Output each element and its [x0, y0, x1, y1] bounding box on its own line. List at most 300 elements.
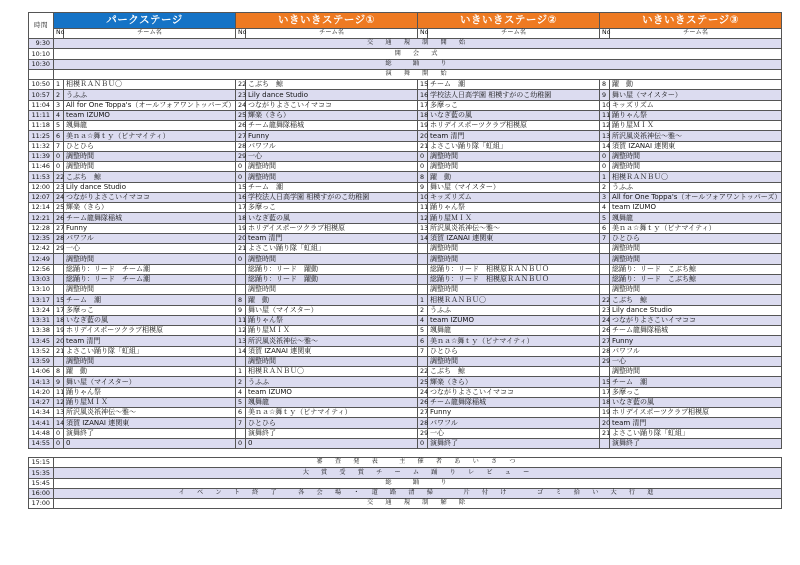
team-number: 0 — [418, 151, 428, 161]
time-cell: 14:27 — [29, 397, 54, 407]
team-name: パワフル — [428, 418, 600, 428]
team-number: 1 — [418, 295, 428, 305]
team-number: 4 — [418, 315, 428, 325]
team-number: 11 — [236, 315, 246, 325]
time-cell: 12:00 — [29, 182, 54, 192]
team-number: 21 — [418, 141, 428, 151]
time-cell: 15:35 — [29, 468, 54, 478]
team-name: 相模ＲＡＮＢＵ〇 — [246, 367, 418, 377]
team-name: 颯舞龍 — [428, 326, 600, 336]
team-name: 美ｎａ☆舞ｔｙ（ビナマイティ） — [428, 336, 600, 346]
event-label: 演 舞 開 始 — [54, 69, 782, 79]
team-name: よさこい踊り隊「虹組」 — [428, 141, 600, 151]
stage-header-ikiiki-2: いきいきステージ② — [418, 13, 600, 29]
event-label: 交 通 規 制 開 始 — [54, 39, 782, 49]
team-name: Lily dance Studio — [64, 182, 236, 192]
team-number: 22 — [600, 295, 610, 305]
no-column-header: No — [236, 29, 246, 39]
event-label: イ ベ ン ト 終 了 各 会 場 ・ 道 路 清 掃 片 付 け ゴ ミ 拾 い 大 行 進 — [54, 488, 782, 498]
team-name: うふふ — [428, 305, 600, 315]
time-cell: 13:45 — [29, 336, 54, 346]
team-number: 23 — [54, 182, 64, 192]
team-name: 調整時間 — [610, 285, 782, 295]
team-name: ホリデイスポーツクラブ相模原 — [246, 223, 418, 233]
event-label: 審 査 発 表 主 催 者 あ い さ つ — [54, 458, 782, 468]
time-cell: 10:30 — [29, 59, 54, 69]
team-name: ひとひら — [64, 141, 236, 151]
time-cell: 10:50 — [29, 80, 54, 90]
team-name: 躍 動 — [610, 80, 782, 90]
team-name: 相模ＲＡＮＢＵ〇 — [64, 80, 236, 90]
team-name: うふふ — [246, 377, 418, 387]
team-number: 4 — [600, 203, 610, 213]
team-number — [600, 244, 610, 254]
team-name: 調整時間 — [64, 162, 236, 172]
team-number: 12 — [418, 213, 428, 223]
team-number — [418, 264, 428, 274]
time-cell: 14:48 — [29, 428, 54, 438]
time-cell: 13:52 — [29, 346, 54, 356]
team-number: 6 — [54, 131, 64, 141]
team-number: 0 — [54, 151, 64, 161]
event-row — [29, 478, 782, 488]
team-number: 18 — [418, 110, 428, 120]
team-name: 踊り屋ＭＩＸ — [246, 326, 418, 336]
team-name: 相模ＲＡＮＢＵ〇 — [610, 172, 782, 182]
team-number — [54, 274, 64, 284]
team-number: 8 — [600, 80, 610, 90]
team-number: 0 — [54, 428, 64, 438]
team-number: 0 — [600, 162, 610, 172]
team-number: 3 — [54, 100, 64, 110]
time-cell: 11:53 — [29, 172, 54, 182]
time-cell: 13:38 — [29, 326, 54, 336]
time-cell: 12:28 — [29, 223, 54, 233]
team-name: パワフル — [246, 141, 418, 151]
team-name: 調整時間 — [64, 254, 236, 264]
team-number — [600, 274, 610, 284]
team-number: 18 — [54, 315, 64, 325]
schedule-row — [29, 254, 782, 264]
team-name: 調整時間 — [64, 285, 236, 295]
stage-header-ikiiki-3: いきいきステージ③ — [600, 13, 782, 29]
schedule-row — [29, 110, 782, 120]
team-name: ホリデイスポーツクラブ相模原 — [64, 326, 236, 336]
team-name: こぶち 鯨 — [428, 367, 600, 377]
team-name: 舞い屋（マイスター） — [610, 90, 782, 100]
team-number: 8 — [236, 295, 246, 305]
team-number: 15 — [54, 295, 64, 305]
team-number: 11 — [54, 387, 64, 397]
team-name: Lily dance Studio — [246, 90, 418, 100]
team-number: 10 — [418, 192, 428, 202]
team-number: 28 — [418, 418, 428, 428]
team-number: 7 — [236, 418, 246, 428]
team-number: 13 — [600, 131, 610, 141]
time-cell: 13:17 — [29, 295, 54, 305]
team-column-header: チーム名 — [428, 29, 600, 39]
team-name: 相模ＲＡＮＢＵ〇 — [428, 295, 600, 305]
team-number: 1 — [600, 172, 610, 182]
team-number: 19 — [600, 408, 610, 418]
time-cell: 13:03 — [29, 274, 54, 284]
team-number — [600, 438, 610, 448]
team-number: 0 — [236, 162, 246, 172]
team-number — [418, 244, 428, 254]
time-cell: 16:00 — [29, 488, 54, 498]
team-name: 所沢風炎祇神伝～雅～ — [428, 223, 600, 233]
team-number: 15 — [418, 80, 428, 90]
team-number: 2 — [600, 182, 610, 192]
time-cell: 13:24 — [29, 305, 54, 315]
section-spacer — [29, 449, 782, 458]
schedule-row — [29, 121, 782, 131]
team-name: 所沢風炎祇神伝～雅～ — [246, 336, 418, 346]
team-number: 11 — [418, 203, 428, 213]
team-number: 15 — [236, 182, 246, 192]
team-name: team IZUMO — [64, 110, 236, 120]
event-row — [29, 488, 782, 498]
schedule-row — [29, 223, 782, 233]
team-name: Funny — [64, 223, 236, 233]
team-name: 颯舞龍 — [64, 121, 236, 131]
team-name: 調整時間 — [246, 356, 418, 366]
schedule-row — [29, 213, 782, 223]
team-name: 踊り屋ＭＩＸ — [64, 397, 236, 407]
schedule-row — [29, 80, 782, 90]
team-name: こぶち 鯨 — [246, 80, 418, 90]
time-cell: 12:07 — [29, 192, 54, 202]
time-cell: 11:46 — [29, 162, 54, 172]
no-column-header: No — [418, 29, 428, 39]
team-number: 9 — [600, 90, 610, 100]
team-number: 1 — [54, 80, 64, 90]
team-number: 25 — [418, 377, 428, 387]
team-number: 0 — [236, 438, 246, 448]
event-label: 総 踊 り — [54, 59, 782, 69]
team-name: 所沢風炎祇神伝～雅～ — [610, 131, 782, 141]
team-name: team 清門 — [610, 418, 782, 428]
team-name: 須賀 IZANAI 連関東 — [610, 141, 782, 151]
team-number: 20 — [418, 131, 428, 141]
team-name: チーム 潮 — [610, 377, 782, 387]
team-name: 0 — [246, 438, 418, 448]
team-name: 一心 — [64, 244, 236, 254]
time-cell: 11:39 — [29, 151, 54, 161]
team-name: つながりよさこいイマココ — [246, 100, 418, 110]
team-name: こぶち 鯨 — [610, 295, 782, 305]
time-cell: 12:56 — [29, 264, 54, 274]
team-number: 2 — [236, 377, 246, 387]
team-name: 躍 動 — [246, 295, 418, 305]
team-number: 12 — [54, 397, 64, 407]
team-name: 踊りゃん祭 — [428, 203, 600, 213]
team-name: 調整時間 — [428, 151, 600, 161]
team-name: 舞い屋（マイスター） — [428, 182, 600, 192]
schedule-row — [29, 90, 782, 100]
team-name: 学校法人日高学園 相模すがのこ幼稚園 — [246, 192, 418, 202]
schedule-row — [29, 295, 782, 305]
team-name: 総踊り：リード 躍動 — [246, 264, 418, 274]
team-column-header: チーム名 — [246, 29, 418, 39]
event-row — [29, 49, 782, 59]
team-name: こぶち 鯨 — [64, 172, 236, 182]
time-cell: 11:18 — [29, 121, 54, 131]
event-row — [29, 39, 782, 49]
schedule-row — [29, 172, 782, 182]
no-column-header: No — [600, 29, 610, 39]
team-name: 輝楽（きら） — [428, 377, 600, 387]
schedule-row — [29, 274, 782, 284]
time-cell: 12:35 — [29, 233, 54, 243]
team-name: つながりよさこいイマココ — [64, 192, 236, 202]
team-name: よさこい踊り隊「虹組」 — [610, 428, 782, 438]
team-name: 踊りゃん祭 — [64, 387, 236, 397]
schedule-row — [29, 151, 782, 161]
team-number: 22 — [236, 80, 246, 90]
team-number: 14 — [600, 141, 610, 151]
team-name: チーム龍舞隊稲城 — [64, 213, 236, 223]
team-number: 28 — [54, 233, 64, 243]
team-number: 18 — [236, 213, 246, 223]
team-name: いなぎ藍の風 — [64, 315, 236, 325]
schedule-row — [29, 377, 782, 387]
team-number: 6 — [236, 408, 246, 418]
team-name: 調整時間 — [610, 151, 782, 161]
schedule-row — [29, 233, 782, 243]
schedule-row — [29, 346, 782, 356]
no-column-header: No — [54, 29, 64, 39]
team-name: team 清門 — [428, 131, 600, 141]
team-number: 7 — [418, 346, 428, 356]
event-row — [29, 59, 782, 69]
team-name: 調整時間 — [428, 244, 600, 254]
team-number: 3 — [600, 192, 610, 202]
schedule-row — [29, 438, 782, 448]
team-name: 総踊り：リード 相模原ＲＡＮＢＵＯ — [428, 274, 600, 284]
team-name: 須賀 IZANAI 連関東 — [64, 418, 236, 428]
team-number: 5 — [600, 213, 610, 223]
team-name: よさこい踊り隊「虹組」 — [64, 346, 236, 356]
team-number — [600, 285, 610, 295]
team-number: 24 — [418, 387, 428, 397]
team-column-header: チーム名 — [64, 29, 236, 39]
schedule-sheet — [28, 12, 781, 509]
team-name: Funny — [246, 131, 418, 141]
team-name: うふふ — [610, 182, 782, 192]
schedule-row — [29, 408, 782, 418]
team-number: 27 — [600, 336, 610, 346]
team-name: ホリデイスポーツクラブ相模原 — [428, 121, 600, 131]
time-cell: 14:13 — [29, 377, 54, 387]
team-number: 18 — [600, 397, 610, 407]
stage-header-park: パークステージ — [54, 13, 236, 29]
team-number: 11 — [600, 110, 610, 120]
schedule-row — [29, 192, 782, 202]
team-name: 踊りゃん祭 — [246, 315, 418, 325]
team-name: 颯舞龍 — [246, 397, 418, 407]
team-name: 調整時間 — [246, 162, 418, 172]
team-number: 17 — [418, 100, 428, 110]
team-name: 多摩っこ — [610, 387, 782, 397]
team-name: 調整時間 — [428, 254, 600, 264]
team-number: 16 — [236, 192, 246, 202]
schedule-row — [29, 418, 782, 428]
event-label: 開 会 式 — [54, 49, 782, 59]
time-cell: 11:04 — [29, 100, 54, 110]
team-name: Lily dance Studio — [610, 305, 782, 315]
team-name: ホリデイスポーツクラブ相模原 — [610, 408, 782, 418]
team-number: 27 — [236, 131, 246, 141]
schedule-row — [29, 285, 782, 295]
schedule-row — [29, 100, 782, 110]
team-name: team IZUMO — [428, 315, 600, 325]
team-number: 10 — [600, 100, 610, 110]
team-name: 一心 — [428, 428, 600, 438]
team-number: 15 — [600, 377, 610, 387]
team-number: 23 — [600, 305, 610, 315]
time-cell: 15:15 — [29, 458, 54, 468]
column-subheader-row — [29, 29, 782, 39]
schedule-row — [29, 315, 782, 325]
team-number — [418, 356, 428, 366]
spacer-cell — [29, 449, 782, 458]
team-name: キッズリズム — [428, 192, 600, 202]
team-number: 4 — [54, 110, 64, 120]
team-name: 舞い屋（マイスター） — [64, 377, 236, 387]
team-number: 25 — [236, 110, 246, 120]
team-name: 調整時間 — [246, 254, 418, 264]
team-number: 17 — [54, 305, 64, 315]
team-number: 8 — [418, 172, 428, 182]
time-cell: 10:10 — [29, 49, 54, 59]
team-number — [418, 254, 428, 264]
team-number: 24 — [54, 192, 64, 202]
team-name: 総踊り：リード 相模原ＲＡＮＢＵＯ — [428, 264, 600, 274]
team-number — [54, 264, 64, 274]
team-name: 演舞終了 — [64, 428, 236, 438]
team-number — [236, 428, 246, 438]
team-name: 総踊り：リード チーム潮 — [64, 274, 236, 284]
schedule-row — [29, 264, 782, 274]
time-cell: 13:59 — [29, 356, 54, 366]
schedule-table — [28, 12, 782, 509]
team-number: 0 — [600, 151, 610, 161]
team-number — [418, 285, 428, 295]
team-number: 17 — [236, 203, 246, 213]
schedule-row — [29, 336, 782, 346]
team-name: 総踊り：リード こぶち鯨 — [610, 274, 782, 284]
team-number: 7 — [600, 233, 610, 243]
team-name: 調整時間 — [610, 367, 782, 377]
team-number: 0 — [236, 254, 246, 264]
team-name: チーム 潮 — [246, 182, 418, 192]
schedule-row — [29, 141, 782, 151]
team-number: 19 — [418, 121, 428, 131]
team-number: 9 — [418, 182, 428, 192]
team-number: 21 — [236, 244, 246, 254]
team-number: 17 — [600, 387, 610, 397]
team-number: 28 — [236, 141, 246, 151]
team-number: 21 — [600, 428, 610, 438]
team-name: ひとひら — [246, 418, 418, 428]
team-number: 19 — [236, 223, 246, 233]
time-cell: 11:25 — [29, 131, 54, 141]
team-name: 輝楽（きら） — [64, 203, 236, 213]
team-number: 14 — [236, 346, 246, 356]
team-number: 6 — [600, 223, 610, 233]
team-name: All for One Toppa's（オールフォアワントッパーズ） — [610, 192, 782, 202]
event-label: 大 賞 受 賞 チ ー ム 踊 り レ ビ ュ ー — [54, 468, 782, 478]
team-number: 27 — [54, 223, 64, 233]
team-number: 7 — [54, 141, 64, 151]
team-number — [236, 356, 246, 366]
team-name: 多摩っこ — [64, 305, 236, 315]
team-name: 多摩っこ — [428, 100, 600, 110]
team-number — [600, 254, 610, 264]
team-name: team 清門 — [64, 336, 236, 346]
time-cell: 12:21 — [29, 213, 54, 223]
team-number: 9 — [54, 377, 64, 387]
time-cell: 11:11 — [29, 110, 54, 120]
team-name: Funny — [610, 336, 782, 346]
team-name: チーム 潮 — [64, 295, 236, 305]
team-number: 26 — [600, 326, 610, 336]
team-name: 調整時間 — [610, 254, 782, 264]
event-row — [29, 468, 782, 478]
team-number: 14 — [54, 418, 64, 428]
team-number: 0 — [418, 162, 428, 172]
team-number: 20 — [236, 233, 246, 243]
team-name: team IZUMO — [246, 387, 418, 397]
team-name: ひとひら — [428, 346, 600, 356]
time-cell: 9:30 — [29, 39, 54, 49]
team-name: 演舞終了 — [428, 438, 600, 448]
team-number: 28 — [600, 346, 610, 356]
team-name: 美ｎａ☆舞ｔｙ（ビナマイティ） — [610, 223, 782, 233]
team-name: 美ｎａ☆舞ｔｙ（ビナマイティ） — [246, 408, 418, 418]
team-name: 踊り屋ＭＩＸ — [428, 213, 600, 223]
team-number: 5 — [54, 121, 64, 131]
team-name: 調整時間 — [610, 162, 782, 172]
team-number: 26 — [418, 397, 428, 407]
team-name: 躍 動 — [64, 367, 236, 377]
team-name: よさこい踊り隊「虹組」 — [246, 244, 418, 254]
team-name: 多摩っこ — [246, 203, 418, 213]
team-name: 調整時間 — [428, 285, 600, 295]
team-name: パワフル — [610, 346, 782, 356]
team-number — [418, 274, 428, 284]
team-number: 26 — [236, 121, 246, 131]
team-number: 27 — [418, 408, 428, 418]
event-row — [29, 69, 782, 79]
schedule-row — [29, 203, 782, 213]
team-name: チーム龍舞隊稲城 — [610, 326, 782, 336]
schedule-row — [29, 428, 782, 438]
team-number: 5 — [418, 326, 428, 336]
time-cell: 17:00 — [29, 499, 54, 509]
team-name: チーム龍舞隊稲城 — [428, 397, 600, 407]
team-name: 調整時間 — [246, 172, 418, 182]
team-name: 総踊り：リード チーム潮 — [64, 264, 236, 274]
team-number: 20 — [54, 336, 64, 346]
time-cell: 12:42 — [29, 244, 54, 254]
time-cell: 14:34 — [29, 408, 54, 418]
team-number: 14 — [418, 233, 428, 243]
team-name: いなぎ藍の風 — [428, 110, 600, 120]
team-number — [54, 254, 64, 264]
schedule-row — [29, 244, 782, 254]
